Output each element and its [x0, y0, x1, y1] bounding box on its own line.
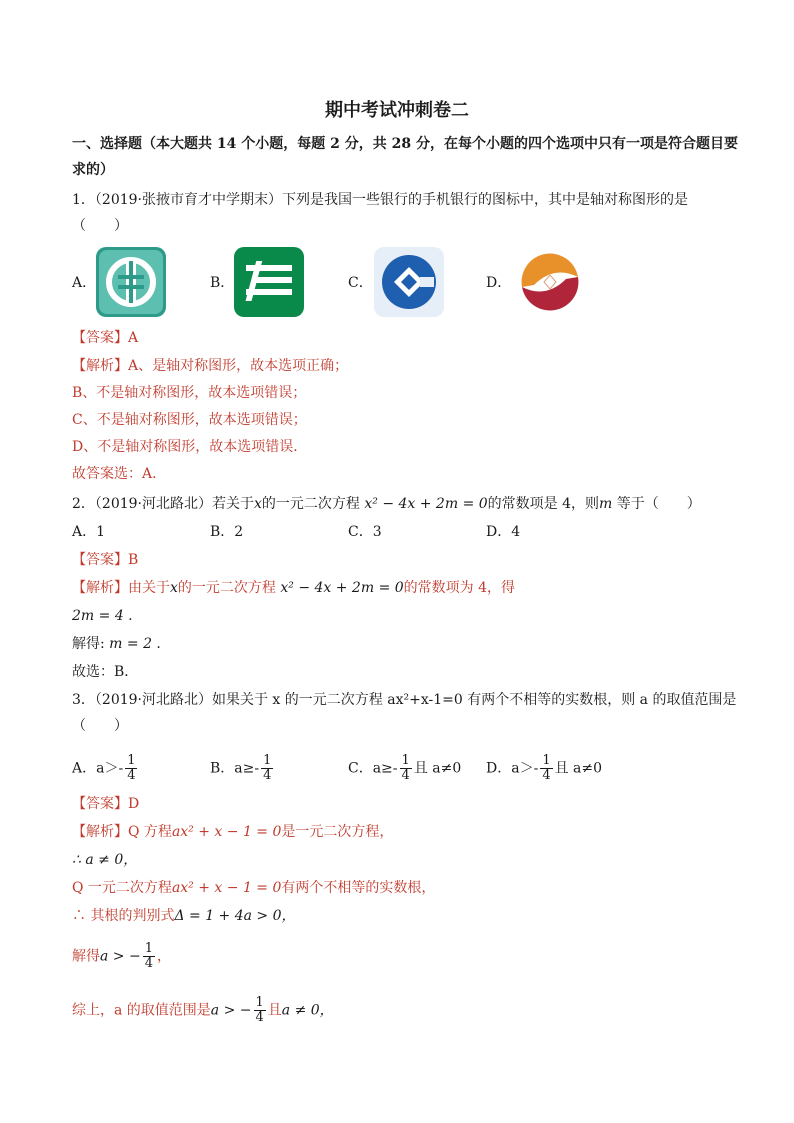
frac-den: 4 [542, 768, 551, 783]
answer-value: A [128, 330, 139, 346]
section-heading-line1: 一、选择题（本大题共 14 个小题，每题 2 分，共 28 分，在每个小题的四个选项中只有一项是符合题目要 [72, 136, 738, 152]
analysis-l5-pre: 解得 [72, 948, 100, 965]
analysis-label: 【解析】 [72, 358, 128, 374]
analysis-text-c: 的常数项为 4，得 [403, 580, 516, 596]
q1-option-b: B． [210, 275, 235, 291]
option-c-tail: 且 a≠0 [413, 760, 462, 777]
q2-analysis-line3 [72, 634, 161, 654]
q3-analysis-line6 [72, 996, 334, 1025]
q1-stem: 1．（2019·张掖市育才中学期末）下列是我国一些银行的手机银行的图标中，其中是轴对称图形的是 [72, 192, 688, 208]
analysis-label: 【解析】 [72, 824, 128, 840]
analysis-l4-eq: Δ = 1 + 4a > 0， [174, 908, 296, 924]
analysis-l3-eq: ax² + x − 1 = 0 [171, 880, 282, 896]
q2-analysis-line2: 2m = 4 . [72, 608, 133, 624]
q3-analysis-line5 [72, 942, 171, 971]
frac-num: 1 [255, 995, 264, 1010]
analysis-l6-eq2: a ≠ 0， [281, 1002, 334, 1019]
frac-num: 1 [127, 753, 136, 768]
q2-equation: x² − 4x + 2m = 0 [364, 496, 488, 512]
solve-label: 解得: [72, 636, 105, 652]
option-d-tail: 且 a≠0 [554, 760, 603, 777]
analysis-l1-pre: Q 方程 [128, 824, 172, 840]
frac-num: 1 [263, 753, 272, 768]
answer-label: 【答案】 [72, 796, 128, 812]
q2-var-x: x [254, 496, 262, 512]
q1-analysis-line5: 故答案选：A． [72, 466, 167, 482]
frac-den: 4 [144, 956, 153, 971]
q3-option-d [486, 754, 602, 783]
q2-option-b: B．2 [210, 524, 244, 540]
q2-stem-c: 的常数项是 4，则 [487, 496, 600, 512]
q2-stem-b: 的一元二次方程 [261, 496, 360, 512]
bank-logo-icon [514, 247, 584, 317]
analysis-l1-post: 是一元二次方程， [281, 824, 394, 840]
analysis-text-a: 由关于 [128, 580, 170, 596]
section-heading-line2: 求的） [72, 162, 114, 178]
q1-paren: （ ） [72, 218, 128, 234]
frac-den: 4 [401, 768, 410, 783]
option-d-text: D．a＞- [486, 760, 539, 777]
analysis-l5-eq: a > − [100, 948, 141, 965]
q2-analysis-line1 [72, 578, 515, 598]
analysis-var-x: x [170, 580, 178, 596]
q2-option-c: C．3 [348, 524, 382, 540]
fraction [143, 942, 155, 971]
q3-answer [72, 794, 139, 814]
analysis-l3-post: 有两个不相等的实数根， [281, 880, 436, 896]
q1-answer [72, 328, 138, 348]
frac-num: 1 [542, 753, 551, 768]
analysis-l6-eq: a > − [210, 1002, 252, 1019]
analysis-l6-pre: 综上，a 的取值范围是 [72, 1002, 211, 1019]
frac-num: 1 [401, 753, 410, 768]
q2-stem [72, 494, 701, 514]
answer-value: B [128, 552, 139, 568]
analysis-l5-post: ， [157, 948, 171, 965]
q3-stem: 3．（2019·河北路北）如果关于 x 的一元二次方程 ax²+x-1=0 有两个不相等的实数根，则 a 的取值范围是 [72, 692, 737, 708]
analysis-text-b: 的一元二次方程 [177, 580, 276, 596]
option-c-text: C．a≥- [348, 760, 398, 777]
analysis-label: 【解析】 [72, 580, 128, 596]
analysis-l4-pre: ∴ 其根的判别式 [72, 908, 175, 924]
analysis-l1-eq: ax² + x − 1 = 0 [171, 824, 282, 840]
page-title: 期中考试冲刺卷二 [325, 100, 469, 121]
answer-label: 【答案】 [72, 552, 128, 568]
fraction [125, 754, 137, 783]
fraction [400, 754, 412, 783]
analysis-equation: x² − 4x + 2m = 0 [280, 580, 404, 596]
q2-stem-a: 2．（2019·河北路北）若关于 [72, 496, 254, 512]
q1-option-d: D． [486, 275, 512, 291]
q3-option-c [348, 754, 461, 783]
q2-var-m: m [599, 496, 613, 512]
q3-analysis-line1 [72, 822, 393, 842]
q1-analysis-line1 [72, 356, 348, 376]
answer-value: D [128, 796, 140, 812]
frac-num: 1 [144, 941, 153, 956]
analysis-l3-pre: Q 一元二次方程 [72, 880, 172, 896]
q1-analysis-line3: C、不是轴对称图形，故本选项错误； [72, 412, 307, 428]
q3-analysis-line2: ∴ a ≠ 0， [72, 852, 138, 868]
analysis-text: A、是轴对称图形，故本选项正确； [128, 358, 349, 374]
q2-option-a: A．1 [72, 524, 106, 540]
q3-option-a [72, 754, 139, 783]
analysis-l6-mid: 且 [267, 1002, 282, 1019]
answer-label: 【答案】 [72, 330, 128, 346]
q2-analysis-line4: 故选：B． [72, 664, 139, 680]
option-a-text: A．a＞- [72, 760, 124, 777]
q1-option-a: A． [72, 275, 97, 291]
fraction [261, 754, 273, 783]
frac-den: 4 [127, 768, 136, 783]
agricultural-bank-icon [96, 247, 166, 317]
q3-paren: （ ） [72, 718, 128, 734]
q1-analysis-line4: D、不是轴对称图形，故本选项错误． [72, 439, 308, 455]
fraction [540, 754, 552, 783]
postal-savings-bank-icon [234, 247, 304, 317]
fraction [254, 996, 266, 1025]
q3-analysis-line4 [72, 906, 296, 926]
q1-option-c: C． [348, 275, 373, 291]
option-b-text: B．a≥- [210, 760, 260, 777]
q2-option-d: D．4 [486, 524, 521, 540]
q3-analysis-line3 [72, 878, 435, 898]
q1-analysis-line2: B、不是轴对称图形，故本选项错误； [72, 385, 307, 401]
solve-result: m = 2 . [104, 636, 161, 652]
q3-option-b [210, 754, 275, 783]
construction-bank-icon [374, 247, 444, 317]
frac-den: 4 [255, 1010, 264, 1025]
frac-den: 4 [263, 768, 272, 783]
q2-answer [72, 550, 138, 570]
q2-stem-d: 等于（ ） [612, 496, 701, 512]
